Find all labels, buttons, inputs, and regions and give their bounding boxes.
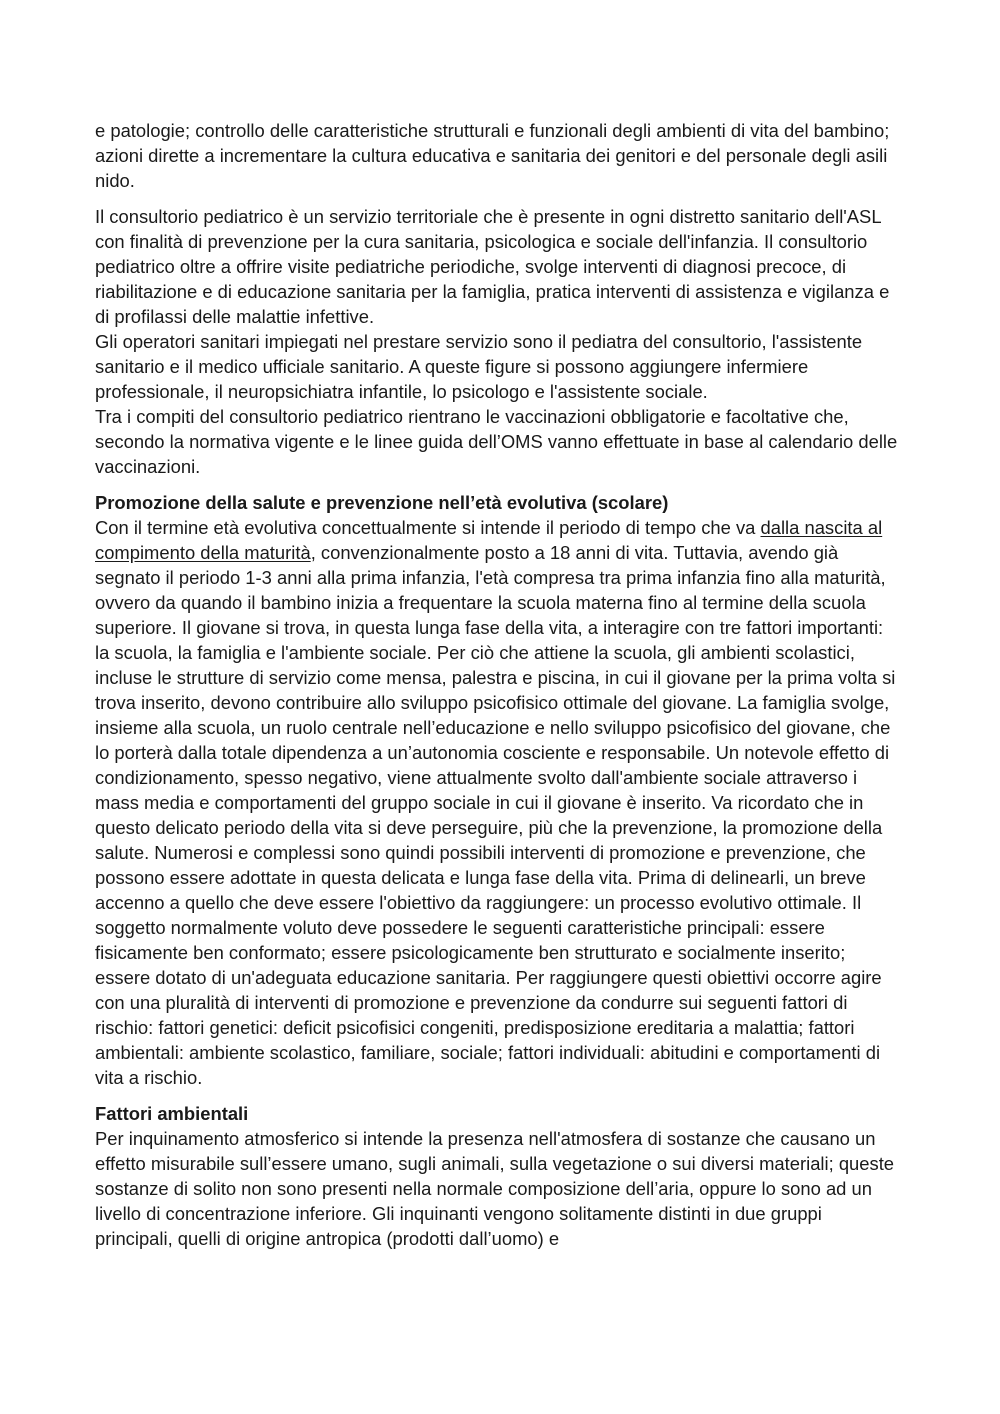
heading-promozione-salute: Promozione della salute e prevenzione nell’età evolutiva (scolare)	[95, 492, 669, 513]
paragraph-eta-start: Con il termine età evolutiva concettualmente si intende il periodo di tempo che va	[95, 517, 761, 538]
paragraph-eta-rest: , convenzionalmente posto a 18 anni di vita. Tuttavia, avendo già segnato il periodo 1-3 anni alla prima infanzia, l'età compresa tra prima infanzia fino alla maturità, ovvero da quando il bambino inizia a frequentare la scuola materna fino al termine della scuola superiore. Il giovane si trova, in questa lunga fase della vita, a interagire con tre fattori importanti: la scuola, la famiglia e l'ambiente sociale. Per ciò che attiene la scuola, gli ambienti scolastici, incluse le strutture di servizio come mensa, palestra e piscina, in cui il giovane per la prima volta si trova inserito, devono contribuire allo sviluppo psicofisico ottimale del giovane. La famiglia svolge, insieme alla scuola, un ruolo centrale nell’educazione e nello sviluppo psicofisico del giovane, che lo porterà dalla totale dipendenza a un’autonomia cosciente e responsabile. Un notevole effetto di condizionamento, spesso negativo, viene attualmente svolto dall'ambiente sociale attraverso i mass media e comportamenti del gruppo sociale in cui il giovane è inserito. Va ricordato che in questo delicato periodo della vita si deve perseguire, più che la prevenzione, la promozione della salute. Numerosi e complessi sono quindi possibili interventi di promozione e prevenzione, che possono essere adottate in questa delicata e lunga fase della vita. Prima di delinearli, un breve accenno a quello che deve essere l'obiettivo da raggiungere: un processo evolutivo ottimale. Il soggetto normalmente voluto deve possedere le seguenti caratteristiche principali: essere fisicamente ben conformato; essere psicologicamente ben strutturato e socialmente inserito; essere dotato di un'adeguata educazione sanitaria. Per raggiungere questi obiettivi occorre agire con una pluralità di interventi di promozione e prevenzione da condurre sui seguenti fattori di rischio: fattori genetici: deficit psicofisici congeniti, predisposizione ereditaria a malattia; fattori ambientali: ambiente scolastico, familiare, sociale; fattori individuali: abitudini e comportamenti di vita a rischio.	[95, 542, 896, 1088]
paragraph-intro: e patologie; controllo delle caratteristiche strutturali e funzionali degli ambienti di vita del bambino; azioni dirette a incrementare la cultura educativa e sanitaria dei genitori e del personale degli asili nido.	[95, 120, 890, 191]
link-maturita[interactable]: dalla nascita al compimento della maturità	[95, 517, 883, 563]
paragraph-consultorio-vaccinations: Tra i compiti del consultorio pediatrico rientrano le vaccinazioni obbligatorie e facoltative che, secondo la normativa vigente e le linee guida dell’OMS vanno effettuate in base al calendario delle vaccinazioni.	[95, 406, 898, 477]
heading-fattori-ambientali: Fattori ambientali	[95, 1103, 249, 1124]
paragraph-consultorio-description: Il consultorio pediatrico è un servizio territoriale che è presente in ogni distretto sanitario dell'ASL con finalità di prevenzione per la cura sanitaria, psicologica e sociale dell'infanzia. Il consultorio pediatrico oltre a offrire visite pediatriche periodiche, svolge interventi di diagnosi precoce, di riabilitazione e di educazione sanitaria per la famiglia, pratica interventi di assistenza e vigilanza e di profilassi delle malattie infettive.	[95, 206, 890, 327]
paragraph-eta-evolutiva	[95, 515, 900, 1090]
document-page	[95, 118, 900, 1251]
paragraph-consultorio-operators: Gli operatori sanitari impiegati nel prestare servizio sono il pediatra del consultorio, l'assistente sanitario e il medico ufficiale sanitario. A queste figure si possono aggiungere infermiere professionale, il neuropsichiatra infantile, lo psicologo e l'assistente sociale.	[95, 331, 863, 402]
paragraph-inquinamento: Per inquinamento atmosferico si intende la presenza nell'atmosfera di sostanze che causano un effetto misurabile sull’essere umano, sugli animali, sulla vegetazione o sui diversi materiali; queste sostanze di solito non sono presenti nella normale composizione dell’aria, oppure lo sono ad un livello di concentrazione inferiore. Gli inquinanti vengono solitamente distinti in due gruppi principali, quelli di origine antropica (prodotti dall’uomo) e	[95, 1128, 895, 1249]
